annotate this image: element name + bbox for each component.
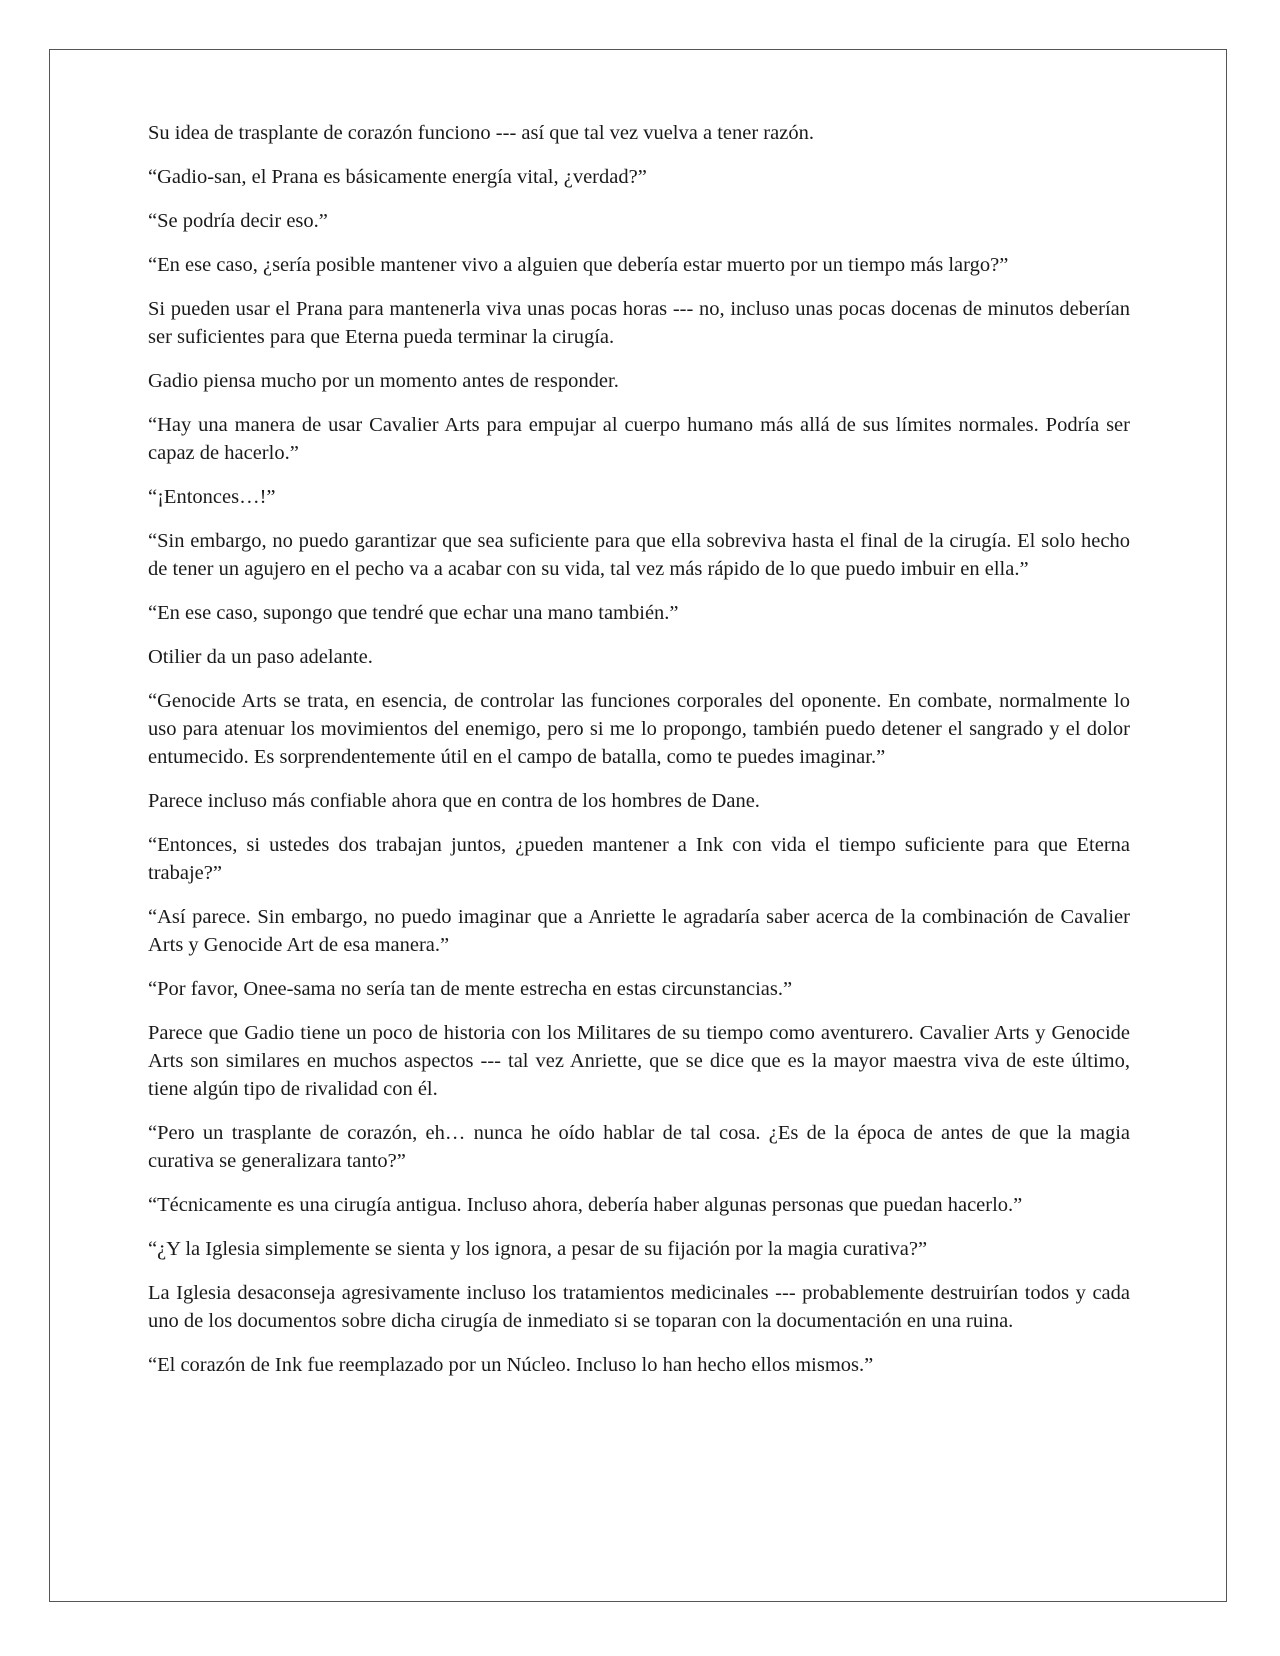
paragraph-8: “¡Entonces…!”: [148, 486, 276, 508]
paragraph-2: “Gadio-san, el Prana es básicamente energía vital, ¿verdad?”: [148, 166, 647, 188]
paragraph-16: “Por favor, Onee-sama no sería tan de mente estrecha en estas circunstancias.”: [148, 978, 793, 1000]
paragraph-3: “Se podría decir eso.”: [148, 210, 328, 232]
paragraph-17: Parece que Gadio tiene un poco de historia con los Militares de su tiempo como aventurero. Cavalier Arts y Genocide Arts son similares en muchos aspectos --- tal vez Anriette, que se dice que es la mayor maestra viva de este último, tiene algún tipo de rivalidad con él.: [148, 1022, 1130, 1100]
paragraph-13: Parece incluso más confiable ahora que en contra de los hombres de Dane.: [148, 790, 760, 812]
paragraph-18: “Pero un trasplante de corazón, eh… nunca he oído hablar de tal cosa. ¿Es de la época de antes de que la magia curativa se generalizara tanto?”: [148, 1122, 1130, 1172]
paragraph-15: “Así parece. Sin embargo, no puedo imaginar que a Anriette le agradaría saber acerca de la combinación de Cavalier Arts y Genocide Art de esa manera.”: [148, 906, 1130, 956]
paragraph-1: Su idea de trasplante de corazón funciono --- así que tal vez vuelva a tener razón.: [148, 122, 814, 144]
paragraph-22: “El corazón de Ink fue reemplazado por un Núcleo. Incluso lo han hecho ellos mismos.”: [148, 1354, 874, 1376]
paragraph-7: “Hay una manera de usar Cavalier Arts para empujar al cuerpo humano más allá de sus límites normales. Podría ser capaz de hacerlo.”: [148, 414, 1130, 464]
paragraph-12: “Genocide Arts se trata, en esencia, de controlar las funciones corporales del oponente. En combate, normalmente lo uso para atenuar los movimientos del enemigo, pero si me lo propongo, también puedo detener el sangrado y el dolor entumecido. Es sorprendentemente útil en el campo de batalla, como te puedes imaginar.”: [148, 690, 1130, 768]
paragraph-14: “Entonces, si ustedes dos trabajan juntos, ¿pueden mantener a Ink con vida el tiempo suficiente para que Eterna trabaje?”: [148, 834, 1130, 884]
document-body: [148, 119, 1130, 1395]
paragraph-4: “En ese caso, ¿sería posible mantener vivo a alguien que debería estar muerto por un tiempo más largo?”: [148, 254, 1009, 276]
paragraph-9: “Sin embargo, no puedo garantizar que sea suficiente para que ella sobreviva hasta el final de la cirugía. El solo hecho de tener un agujero en el pecho va a acabar con su vida, tal vez más rápido de lo que puedo imbuir en ella.”: [148, 530, 1130, 580]
paragraph-21: La Iglesia desaconseja agresivamente incluso los tratamientos medicinales --- probablemente destruirían todos y cada uno de los documentos sobre dicha cirugía de inmediato si se toparan con la documentación en una ruina.: [148, 1282, 1130, 1332]
paragraph-19: “Técnicamente es una cirugía antigua. Incluso ahora, debería haber algunas personas que puedan hacerlo.”: [148, 1194, 1023, 1216]
paragraph-6: Gadio piensa mucho por un momento antes de responder.: [148, 370, 619, 392]
paragraph-11: Otilier da un paso adelante.: [148, 646, 373, 668]
paragraph-10: “En ese caso, supongo que tendré que echar una mano también.”: [148, 602, 679, 624]
paragraph-5: Si pueden usar el Prana para mantenerla viva unas pocas horas --- no, incluso unas pocas docenas de minutos deberían ser suficientes para que Eterna pueda terminar la cirugía.: [148, 298, 1130, 348]
paragraph-20: “¿Y la Iglesia simplemente se sienta y los ignora, a pesar de su fijación por la magia curativa?”: [148, 1238, 928, 1260]
